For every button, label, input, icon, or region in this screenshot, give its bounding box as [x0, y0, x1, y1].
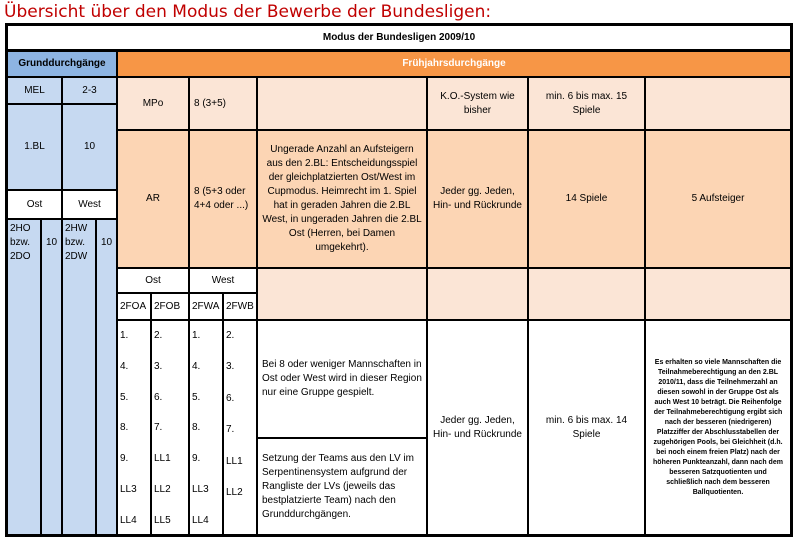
list-item: LL3 [192, 484, 209, 496]
fg-note3-cell: Es erhalten so viele Mannschaften die Teilnahmeberechtigung an den 2.BL 2010/11, dass die Teilnehmerzahl an diesen sowohl in der Gruppe Ost als auch West 10 beträgt. Die Reihenfolge der Teilnahmeberechtigung ergibt sich nach der besseren (niedrigeren) Platzziffer der Abschlusstabellen der zugehörigen Pools, bei Gleichheit (d.h. bei noch einem freien Platz) nach der höheren Punkteanzahl, dann nach dem besseren Satzquotienten und schließlich nach dem besseren Ballquotienten. [645, 320, 791, 535]
fg-note1-cell: Bei 8 oder weniger Mannschaften in Ost oder West wird in dieser Region nur eine Gruppe gespielt. [257, 320, 427, 438]
mel-cell: MEL [7, 77, 62, 104]
list-item: 5. [192, 391, 201, 403]
fob-list-cell [151, 320, 189, 535]
bl1-count-cell: 10 [62, 104, 117, 190]
sub-west-cell: West [189, 268, 257, 293]
ost-count-cell: 10 [41, 219, 62, 535]
list-item: 4. [192, 360, 201, 372]
list-item: 6. [154, 391, 163, 403]
list-item: 8. [192, 422, 201, 434]
list-item: 9. [120, 453, 129, 465]
list-item: 2. [226, 330, 235, 341]
mpo-extra-cell [645, 77, 791, 130]
list-item: LL2 [226, 487, 243, 499]
list-item: 8. [120, 422, 129, 434]
fwa-header: 2FWA [189, 293, 223, 320]
fg-filler-cell-2 [427, 268, 528, 320]
mpo-games-cell: min. 6 bis max. 15 Spiele [528, 77, 645, 130]
list-item: 4. [120, 360, 129, 372]
fg-filler-cell [257, 268, 427, 320]
west-label-cell: West [62, 190, 117, 219]
fwb-header: 2FWB [223, 293, 257, 320]
fg-filler-cell-3 [528, 268, 645, 320]
fwa-list-cell [189, 320, 223, 535]
fwa-list [192, 321, 209, 534]
list-item: 6. [226, 392, 235, 404]
grund-header: Grunddurchgänge [7, 51, 117, 77]
mpo-empty-cell [257, 77, 427, 130]
foa-header: 2FOA [117, 293, 151, 320]
page-heading: Übersicht über den Modus der Bewerbe der Bundesligen: [4, 2, 492, 22]
ost-teams-cell: 2HO bzw. 2DO [7, 219, 41, 535]
bl1-cell: 1.BL [7, 104, 62, 190]
table-title: Modus der Bundesligen 2009/10 [7, 25, 791, 50]
list-item: 5. [120, 391, 129, 403]
list-item: 1. [192, 330, 201, 341]
list-item: LL1 [226, 455, 243, 467]
list-item: 7. [226, 424, 235, 436]
fg-games-cell: min. 6 bis max. 14 Spiele [528, 320, 645, 535]
list-item: LL5 [154, 514, 171, 526]
list-item: LL4 [120, 514, 137, 526]
sub-ost-cell: Ost [117, 268, 189, 293]
frueh-header: Frühjahrsdurchgänge [117, 51, 791, 77]
list-item: LL4 [192, 514, 209, 526]
ar-desc-cell: Ungerade Anzahl an Aufsteigern aus den 2.BL: Entscheidungsspiel der gleichplatzierten Ost/West im Cupmodus. Heimrecht im 1. Spiel hat in geraden Jahren die 2.BL West, in ungeraden Jahren die 2.BL Ost (Herren, bei Damen umgekehrt). [257, 130, 427, 268]
ost-label-cell: Ost [7, 190, 62, 219]
fwb-list [226, 321, 243, 506]
mel-count-cell: 2-3 [62, 77, 117, 104]
ar-cell: AR [117, 130, 189, 268]
list-item: 3. [154, 360, 163, 372]
list-item: 2. [154, 330, 163, 341]
foa-list-cell [117, 320, 151, 535]
list-item: 7. [154, 422, 163, 434]
list-item: LL3 [120, 484, 137, 496]
list-item: 1. [120, 330, 129, 341]
ar-system-cell: Jeder gg. Jeden, Hin- und Rückrunde [427, 130, 528, 268]
fg-note2-cell: Setzung der Teams aus den LV im Serpentinensystem aufgrund der Rangliste der LVs (jeweils das bestplatzierte Team) nach den Grunddurchgängen. [257, 438, 427, 535]
fg-system-cell: Jeder gg. Jeden, Hin- und Rückrunde [427, 320, 528, 535]
mpo-cell: MPo [117, 77, 189, 130]
fwb-list-cell [223, 320, 257, 535]
foa-list [120, 321, 137, 534]
ar-teams-cell: 8 (5+3 oder 4+4 oder ...) [189, 130, 257, 268]
west-teams-cell: 2HW bzw. 2DW [62, 219, 96, 535]
ar-games-cell: 14 Spiele [528, 130, 645, 268]
list-item: 3. [226, 361, 235, 373]
west-count-cell: 10 [96, 219, 117, 535]
ar-up-cell: 5 Aufsteiger [645, 130, 791, 268]
list-item: 9. [192, 453, 201, 465]
league-mode-table [5, 23, 793, 537]
list-item: LL1 [154, 453, 171, 465]
list-item: LL2 [154, 484, 171, 496]
mpo-system-cell: K.O.-System wie bisher [427, 77, 528, 130]
fg-filler-cell-4 [645, 268, 791, 320]
fob-list [154, 321, 171, 534]
fob-header: 2FOB [151, 293, 189, 320]
mpo-teams-cell: 8 (3+5) [189, 77, 257, 130]
